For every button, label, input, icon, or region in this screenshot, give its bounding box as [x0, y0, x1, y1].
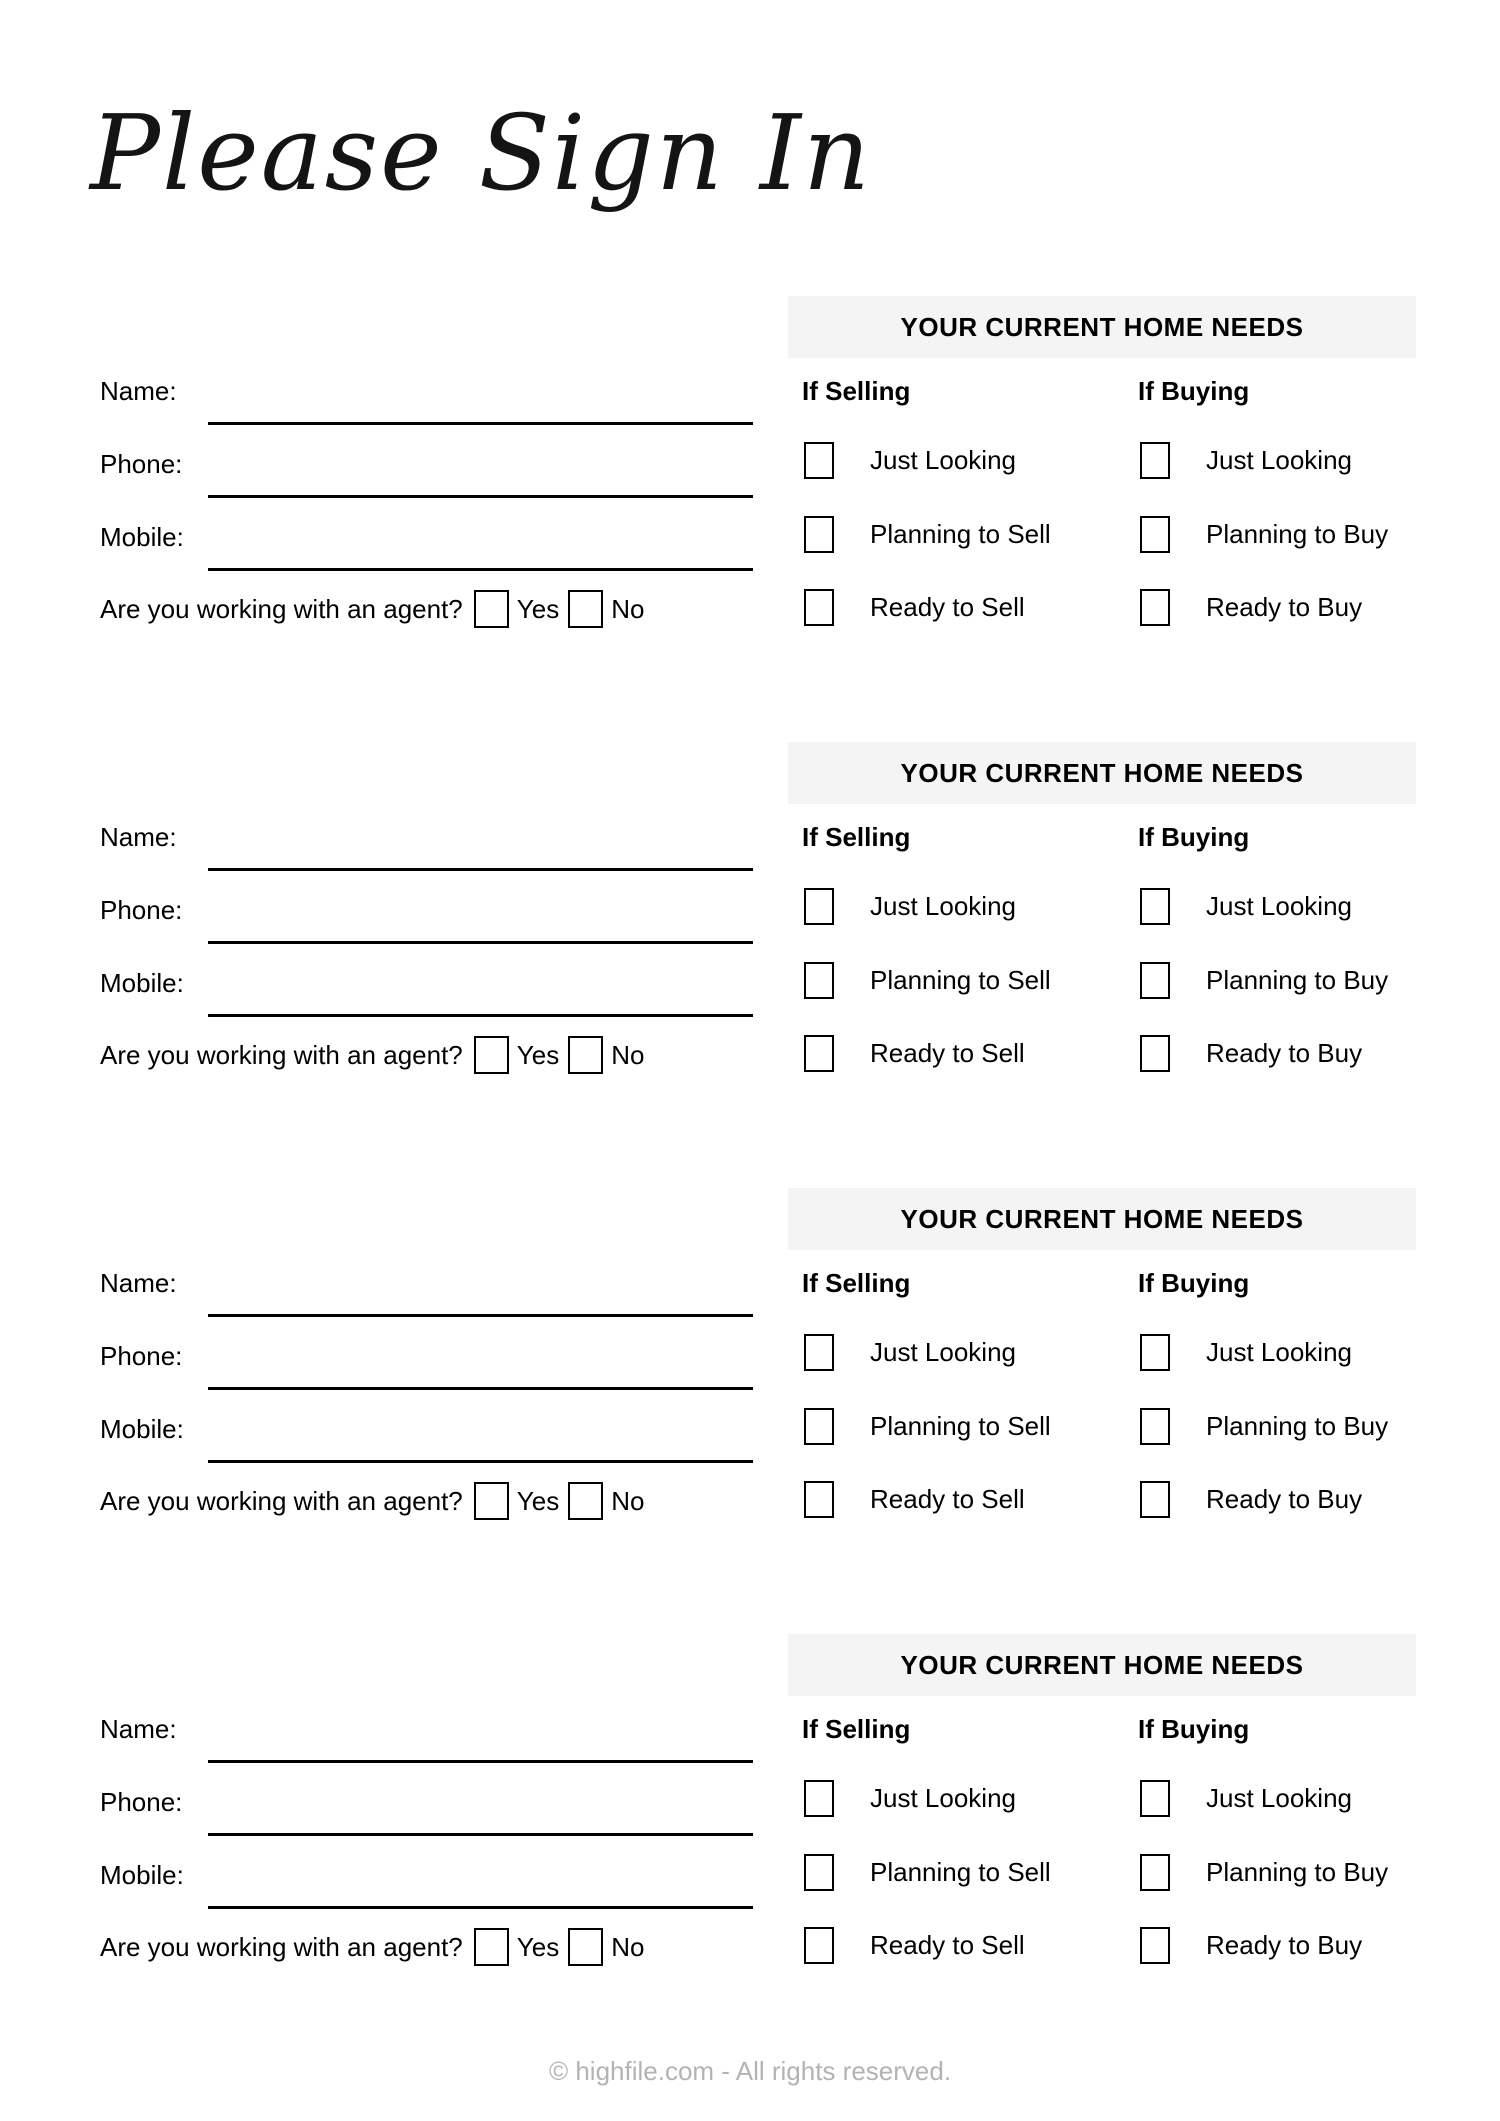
buying-ready-checkbox[interactable]	[1140, 1927, 1170, 1964]
home-needs-panel	[788, 1188, 1416, 1540]
buying-just-looking-row	[1140, 442, 1352, 479]
mobile-label: Mobile:	[100, 1860, 184, 1890]
buying-just-looking-checkbox[interactable]	[1140, 1780, 1170, 1817]
agent-no-label: No	[611, 593, 645, 624]
phone-input-line[interactable]	[208, 941, 753, 944]
buying-just-looking-checkbox[interactable]	[1140, 1334, 1170, 1371]
selling-planning-label: Planning to Sell	[870, 1857, 1051, 1887]
agent-question-label: Are you working with an agent?	[100, 1039, 463, 1070]
home-needs-panel	[788, 296, 1416, 648]
buying-just-looking-checkbox[interactable]	[1140, 888, 1170, 925]
agent-no-label: No	[611, 1485, 645, 1516]
buying-just-looking-row	[1140, 888, 1352, 925]
phone-label: Phone:	[100, 895, 183, 925]
selling-ready-label: Ready to Sell	[870, 1484, 1025, 1514]
buying-just-looking-checkbox[interactable]	[1140, 442, 1170, 479]
phone-label: Phone:	[100, 1341, 183, 1371]
copyright-footer: © highfile.com - All rights reserved.	[548, 2056, 952, 2086]
selling-just-looking-checkbox[interactable]	[804, 888, 834, 925]
buying-ready-label: Ready to Buy	[1206, 592, 1363, 622]
if-buying-header: If Buying	[1138, 1714, 1250, 1744]
agent-question-row	[100, 1928, 653, 1966]
selling-just-looking-label: Just Looking	[870, 891, 1016, 921]
buying-ready-row	[1140, 1481, 1362, 1518]
if-selling-header: If Selling	[802, 376, 911, 406]
selling-just-looking-row	[804, 442, 1016, 479]
agent-yes-label: Yes	[516, 1485, 560, 1516]
if-buying-header: If Buying	[1138, 376, 1250, 406]
buying-planning-label: Planning to Buy	[1206, 1857, 1389, 1887]
agent-no-label: No	[611, 1931, 645, 1962]
agent-question-row	[100, 1482, 653, 1520]
agent-yes-checkbox[interactable]	[474, 1482, 509, 1520]
contact-block	[100, 296, 760, 648]
sign-in-section	[0, 1188, 1500, 1540]
selling-ready-checkbox[interactable]	[804, 589, 834, 626]
selling-planning-label: Planning to Sell	[870, 1411, 1051, 1441]
home-needs-header: YOUR CURRENT HOME NEEDS	[788, 1188, 1416, 1250]
selling-just-looking-row	[804, 1780, 1016, 1817]
buying-planning-checkbox[interactable]	[1140, 1408, 1170, 1445]
home-needs-header: YOUR CURRENT HOME NEEDS	[788, 1634, 1416, 1696]
selling-ready-checkbox[interactable]	[804, 1035, 834, 1072]
buying-planning-checkbox[interactable]	[1140, 962, 1170, 999]
selling-planning-checkbox[interactable]	[804, 962, 834, 999]
selling-planning-checkbox[interactable]	[804, 1408, 834, 1445]
buying-planning-label: Planning to Buy	[1206, 519, 1389, 549]
if-buying-header: If Buying	[1138, 822, 1250, 852]
sign-in-section	[0, 296, 1500, 648]
phone-input-line[interactable]	[208, 495, 753, 498]
name-label: Name:	[100, 822, 177, 852]
selling-just-looking-checkbox[interactable]	[804, 1334, 834, 1371]
page-title: Please Sign In	[90, 92, 872, 214]
agent-no-checkbox[interactable]	[568, 1928, 603, 1966]
if-selling-header: If Selling	[802, 1268, 911, 1298]
contact-block	[100, 1188, 760, 1540]
buying-ready-checkbox[interactable]	[1140, 589, 1170, 626]
buying-ready-checkbox[interactable]	[1140, 1035, 1170, 1072]
selling-just-looking-checkbox[interactable]	[804, 1780, 834, 1817]
selling-just-looking-row	[804, 888, 1016, 925]
selling-ready-row	[804, 589, 1025, 626]
selling-just-looking-row	[804, 1334, 1016, 1371]
selling-just-looking-label: Just Looking	[870, 1783, 1016, 1813]
name-input-line[interactable]	[208, 1314, 753, 1317]
if-buying-header: If Buying	[1138, 1268, 1250, 1298]
agent-no-checkbox[interactable]	[568, 1036, 603, 1074]
agent-question-label: Are you working with an agent?	[100, 593, 463, 624]
home-needs-panel	[788, 742, 1416, 1094]
agent-yes-checkbox[interactable]	[474, 1036, 509, 1074]
buying-planning-row	[1140, 1854, 1388, 1891]
selling-planning-row	[804, 1854, 1051, 1891]
buying-just-looking-label: Just Looking	[1206, 1337, 1352, 1367]
selling-ready-checkbox[interactable]	[804, 1927, 834, 1964]
selling-planning-row	[804, 1408, 1051, 1445]
selling-planning-row	[804, 962, 1051, 999]
buying-just-looking-label: Just Looking	[1206, 445, 1352, 475]
selling-ready-row	[804, 1927, 1025, 1964]
sign-in-section	[0, 742, 1500, 1094]
selling-ready-row	[804, 1481, 1025, 1518]
buying-planning-row	[1140, 1408, 1388, 1445]
contact-block	[100, 1634, 760, 1986]
buying-planning-label: Planning to Buy	[1206, 965, 1389, 995]
selling-planning-checkbox[interactable]	[804, 1854, 834, 1891]
name-input-line[interactable]	[208, 868, 753, 871]
agent-no-checkbox[interactable]	[568, 590, 603, 628]
mobile-input-line[interactable]	[208, 1460, 753, 1463]
name-label: Name:	[100, 1268, 177, 1298]
agent-question-row	[100, 1036, 653, 1074]
selling-ready-checkbox[interactable]	[804, 1481, 834, 1518]
buying-planning-checkbox[interactable]	[1140, 1854, 1170, 1891]
buying-ready-label: Ready to Buy	[1206, 1484, 1363, 1514]
agent-question-label: Are you working with an agent?	[100, 1931, 463, 1962]
agent-yes-label: Yes	[516, 1931, 560, 1962]
selling-planning-checkbox[interactable]	[804, 516, 834, 553]
home-needs-header: YOUR CURRENT HOME NEEDS	[788, 296, 1416, 358]
buying-just-looking-label: Just Looking	[1206, 1783, 1352, 1813]
home-needs-panel	[788, 1634, 1416, 1986]
phone-label: Phone:	[100, 1787, 183, 1817]
agent-yes-checkbox[interactable]	[474, 1928, 509, 1966]
buying-planning-row	[1140, 516, 1388, 553]
buying-ready-row	[1140, 1035, 1362, 1072]
selling-ready-label: Ready to Sell	[870, 1038, 1025, 1068]
buying-ready-row	[1140, 1927, 1362, 1964]
home-needs-header: YOUR CURRENT HOME NEEDS	[788, 742, 1416, 804]
selling-planning-label: Planning to Sell	[870, 965, 1051, 995]
mobile-input-line[interactable]	[208, 1014, 753, 1017]
agent-yes-label: Yes	[516, 1039, 560, 1070]
selling-just-looking-label: Just Looking	[870, 445, 1016, 475]
agent-question-label: Are you working with an agent?	[100, 1485, 463, 1516]
phone-label: Phone:	[100, 449, 183, 479]
buying-ready-checkbox[interactable]	[1140, 1481, 1170, 1518]
name-input-line[interactable]	[208, 422, 753, 425]
selling-just-looking-checkbox[interactable]	[804, 442, 834, 479]
selling-ready-label: Ready to Sell	[870, 1930, 1025, 1960]
selling-planning-row	[804, 516, 1051, 553]
agent-no-label: No	[611, 1039, 645, 1070]
mobile-label: Mobile:	[100, 968, 184, 998]
buying-just-looking-label: Just Looking	[1206, 891, 1352, 921]
selling-just-looking-label: Just Looking	[870, 1337, 1016, 1367]
buying-ready-label: Ready to Buy	[1206, 1930, 1363, 1960]
buying-planning-label: Planning to Buy	[1206, 1411, 1389, 1441]
name-label: Name:	[100, 1714, 177, 1744]
name-input-line[interactable]	[208, 1760, 753, 1763]
phone-input-line[interactable]	[208, 1387, 753, 1390]
agent-question-row	[100, 590, 653, 628]
contact-block	[100, 742, 760, 1094]
mobile-label: Mobile:	[100, 522, 184, 552]
mobile-input-line[interactable]	[208, 568, 753, 571]
mobile-label: Mobile:	[100, 1414, 184, 1444]
agent-yes-checkbox[interactable]	[474, 590, 509, 628]
selling-ready-label: Ready to Sell	[870, 592, 1025, 622]
buying-planning-checkbox[interactable]	[1140, 516, 1170, 553]
mobile-input-line[interactable]	[208, 1906, 753, 1909]
name-label: Name:	[100, 376, 177, 406]
buying-ready-label: Ready to Buy	[1206, 1038, 1363, 1068]
buying-ready-row	[1140, 589, 1362, 626]
buying-just-looking-row	[1140, 1334, 1352, 1371]
buying-just-looking-row	[1140, 1780, 1352, 1817]
sign-in-section	[0, 1634, 1500, 1986]
buying-planning-row	[1140, 962, 1388, 999]
agent-yes-label: Yes	[516, 593, 560, 624]
if-selling-header: If Selling	[802, 1714, 911, 1744]
if-selling-header: If Selling	[802, 822, 911, 852]
selling-ready-row	[804, 1035, 1025, 1072]
phone-input-line[interactable]	[208, 1833, 753, 1836]
agent-no-checkbox[interactable]	[568, 1482, 603, 1520]
selling-planning-label: Planning to Sell	[870, 519, 1051, 549]
